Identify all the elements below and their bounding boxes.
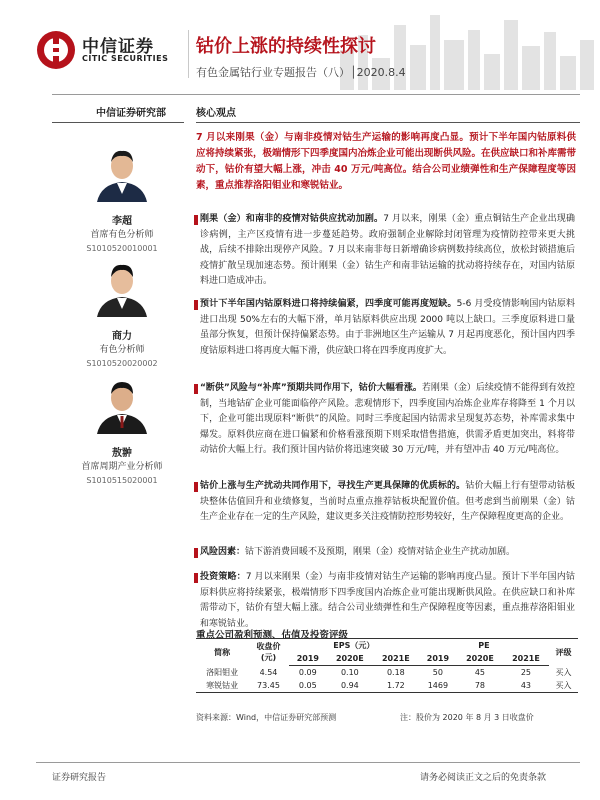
- paragraph-lead: 钴价上涨与生产扰动共同作用下，寻找生产更具保障的优质标的。: [200, 481, 466, 491]
- header-close-price: 收盘价 (元): [248, 639, 289, 666]
- paragraph-lead: 刚果（金）和南非的疫情对钴供应扰动加剧。: [200, 214, 384, 224]
- bullet-marker: [194, 215, 198, 225]
- section-rule: [196, 122, 580, 123]
- cell-rating: 买入: [549, 679, 578, 693]
- cell-value: 50: [432, 668, 443, 677]
- analyst-title: 有色分析师: [99, 345, 145, 355]
- paragraph-body: 7 月以来，刚果（金）重点铜钴生产企业出现确诊病例，主产区疫情有进一步蔓延趋势。政府强制企业解除封闭管理为疫情防控带来更大挑战，后续不排除出现停产风险。7 月以来南非每日新增确诊病例数持续高位，放松封锁措施后疫情扩散呈现加速态势。预计刚果（金）钴生产和南非钴运输的扰动将持续存在，对国内钴原料进口造成冲击。: [200, 214, 575, 287]
- bullet-marker: [194, 573, 198, 583]
- paragraph-body: 若刚果（金）后续疫情不能得到有效控制，当地钴矿企业可能面临停产风险。悲观情形下，四季度国内冶炼企业库存将降至 1 个月以下，企业可能出现原料“断供”的风险。同时三季度起国内钴需求呈现复苏态势，补库需求集中爆发。原料供应商在进口偏紧和价格看涨预期下则采取惜售措施，供需矛盾更加突出，料将带动钴价大幅上行。我们预计国内钴价将迅速突破 30 万元/吨，并有望冲击 40 万元/吨高位。: [200, 383, 575, 456]
- cell-value: 78: [457, 679, 503, 693]
- cell-price: 73.45: [248, 679, 289, 693]
- cell-company: 寒锐钴业: [196, 679, 248, 693]
- header-eps: EPS（元）: [289, 639, 419, 653]
- analyst-card: [52, 255, 192, 368]
- analyst-name: 商力: [112, 331, 132, 342]
- avatar: [91, 140, 153, 202]
- paragraph-lead: 投资策略：: [200, 572, 246, 582]
- avatar: [91, 372, 153, 434]
- analyst-id: S1010520010001: [86, 244, 158, 253]
- avatar: [91, 255, 153, 317]
- bullet-marker: [194, 482, 198, 492]
- paragraph: [200, 297, 575, 359]
- cell-value: 0.10: [340, 668, 359, 677]
- table-row: [196, 679, 578, 693]
- analyst-id: S1010520020002: [86, 359, 158, 368]
- paragraph-body: 5-6 月受疫情影响国内钴原料进口出现 50%左右的大幅下滑，单月钴原料供应出现 2000 吨以上缺口。三季度原料进口量虽部分恢复，但预计保持偏紧态势。由于非洲地区生产运输从 7 月起再度恶化，预计国内四季度钴原料进口将再度大幅下滑，供应缺口将在四季度再度扩大。: [200, 299, 575, 356]
- paragraph-lead: 风险因素：: [200, 547, 246, 557]
- sidebar-rule: [52, 122, 184, 123]
- analyst-id: S1010515020001: [86, 476, 158, 485]
- paragraph: [200, 212, 575, 290]
- paragraph: [200, 479, 575, 526]
- logo-text-en: CITIC SECURITIES: [82, 54, 169, 63]
- header-rule: [52, 94, 580, 95]
- section-label-core-views: 核心观点: [196, 108, 236, 119]
- bullet-marker: [194, 384, 198, 394]
- paragraph: [200, 381, 575, 459]
- footer-rule: [36, 762, 580, 763]
- analyst-card: [52, 140, 192, 253]
- header-pe: PE: [419, 639, 549, 653]
- cell-value: 1469: [419, 679, 457, 693]
- header-company: 简称: [196, 639, 248, 666]
- header-year: 2019: [289, 652, 327, 666]
- header-rating: 评级: [549, 639, 578, 666]
- cell-value: 25: [520, 668, 532, 677]
- table-header-row: [196, 639, 578, 653]
- cell-price: 4.54: [259, 667, 278, 677]
- citic-logo: [36, 28, 186, 78]
- header-year: 2020E: [457, 652, 503, 666]
- paragraph-lead: “断供”风险与“补库”预期共同作用下，钴价大幅看涨。: [200, 383, 422, 393]
- header-year: 2020E: [327, 652, 373, 666]
- citic-logo-icon: [36, 30, 76, 70]
- earnings-forecast-table: [196, 638, 578, 693]
- table-source: 资料来源：Wind，中信证券研究部预测: [196, 713, 337, 722]
- paragraph-body: 钴价大幅上行有望带动钴板块整体估值回升和业绩修复，当前时点重点推荐钴板块配置价值。但考虑到当前刚果（金）钴生产企业存在一定的生产风险，建议更多关注疫情防控形势较好，生产保障程度更高的企业。: [200, 481, 575, 523]
- cell-value: 45: [474, 668, 486, 677]
- paragraph: [200, 570, 575, 632]
- cell-company: 洛阳钼业: [206, 667, 239, 677]
- paragraph-body: 钴下游消费回暖不及预期，刚果（金）疫情对钴企业生产扰动加剧。: [245, 547, 516, 557]
- report-title: 钴价上涨的持续性探讨: [196, 36, 376, 57]
- bullet-marker: [194, 300, 198, 310]
- header-divider: [188, 30, 189, 78]
- cell-value: 0.05: [289, 679, 327, 693]
- cell-value: 0.94: [327, 679, 373, 693]
- cell-value: 0.09: [298, 668, 317, 677]
- cell-value: 43: [503, 679, 549, 693]
- table-row: [196, 666, 578, 680]
- analyst-name: 李超: [112, 216, 132, 227]
- header-year: 2021E: [373, 652, 419, 666]
- cell-value: 1.72: [373, 679, 419, 693]
- logo-text-cn: 中信证券: [82, 37, 154, 57]
- paragraph-body: 7 月以来刚果（金）与南非疫情对钴生产运输的影响再度凸显。预计下半年国内钴原料供应将持续紧张，极端情形下四季度国内冶炼企业可能出现断供风险。在供应缺口和补库需带动下，钴价有望大幅上涨。结合公司业绩弹性和生产保障程度等因素，重点推荐洛阳钼业和寒锐钴业。: [200, 572, 575, 629]
- research-dept-label: 中信证券研究部: [96, 108, 166, 119]
- analyst-title: 首席周期产业分析师: [81, 462, 163, 472]
- footer-label: 证券研究报告: [52, 773, 107, 783]
- cell-value: 0.18: [386, 668, 405, 677]
- paragraph-lead: 预计下半年国内钴原料进口将持续偏紧，四季度可能再度短缺。: [200, 299, 457, 309]
- bullet-marker: [194, 548, 198, 558]
- analyst-card: [52, 372, 192, 485]
- cell-rating: 买入: [555, 667, 572, 677]
- table-note: 注：股价为 2020 年 8 月 3 日收盘价: [400, 713, 534, 722]
- analyst-title: 首席有色分析师: [90, 230, 154, 240]
- footer-disclaimer: 请务必阅读正文之后的免责条款: [420, 773, 547, 783]
- report-subtitle: 有色金属钴行业专题报告（八）│2020.8.4: [196, 66, 406, 79]
- table-title: 重点公司盈利预测、估值及投资评级: [196, 630, 349, 641]
- highlight-summary: 7 月以来刚果（金）与南非疫情对钴生产运输的影响再度凸显。预计下半年国内钴原料供应将持续紧张，极端情形下四季度国内冶炼企业可能出现断供风险。在供应缺口和补库需带动下，钴价有望大幅上涨，冲击 40 万元/吨高位。结合公司业绩弹性和生产保障程度等因素，重点推荐洛阳钼业和寒锐钴业。: [196, 132, 577, 191]
- paragraph: [200, 545, 575, 561]
- analyst-name: 敖翀: [112, 448, 132, 459]
- header-year: 2019: [419, 652, 457, 666]
- header-year: 2021E: [503, 652, 549, 666]
